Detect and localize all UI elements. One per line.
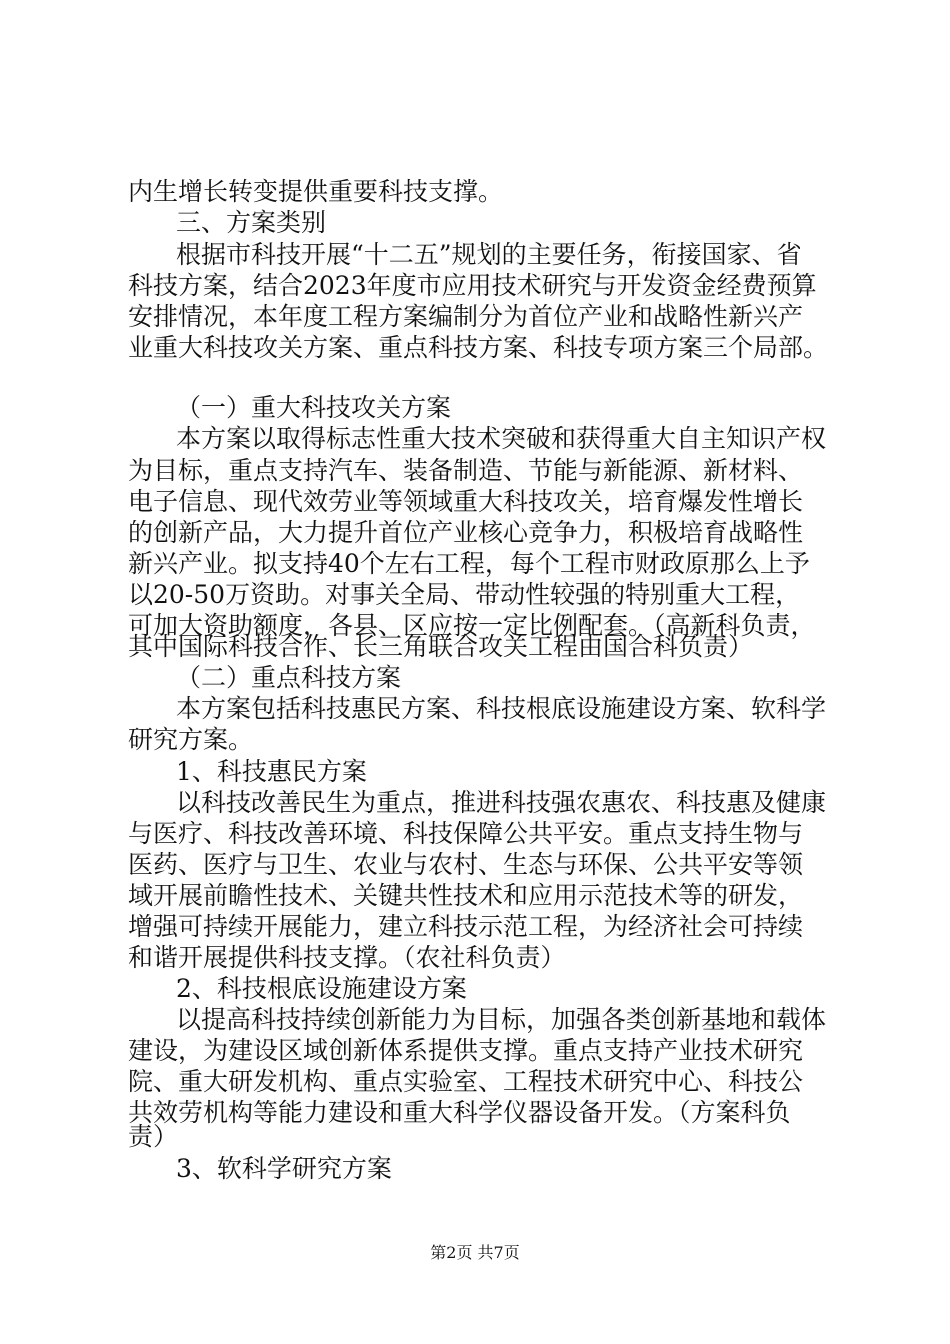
paragraph-line: 本方案包括科技惠民方案、科技根底设施建设方案、软科学 [176, 694, 827, 723]
section-heading: 3、软科学研究方案 [176, 1154, 392, 1183]
section-heading: 三、方案类别 [176, 208, 327, 237]
paragraph-line: 和谐开展提供科技支撑。（农社科负责） [128, 943, 566, 972]
paragraph-line: 以20-50万资助。对事关全局、带动性较强的特别重大工程， [128, 580, 801, 609]
section-heading: （二）重点科技方案 [176, 663, 402, 692]
paragraph-line: 业重大科技攻关方案、重点科技方案、科技专项方案三个局部。 [128, 333, 829, 362]
paragraph-line: 电子信息、现代效劳业等领域重大科技攻关，培育爆发性增长 [128, 487, 804, 516]
paragraph-line: 安排情况，本年度工程方案编制分为首位产业和战略性新兴产 [128, 302, 804, 331]
page-number: 第2页 共7页 [430, 1243, 520, 1262]
paragraph-line: 以科技改善民生为重点，推进科技强农惠农、科技惠及健康 [176, 788, 827, 817]
paragraph-line: 科技方案，结合2023年度市应用技术研究与开发资金经费预算 [128, 271, 817, 300]
paragraph-line: 新兴产业。拟支持40个左右工程，每个工程市财政原那么上予 [128, 549, 810, 578]
paragraph-line: 研究方案。 [128, 725, 254, 754]
section-heading: 2、科技根底设施建设方案 [176, 974, 467, 1003]
paragraph-line: 本方案以取得标志性重大技术突破和获得重大自主知识产权 [176, 424, 827, 453]
paragraph-line: 责） [128, 1122, 179, 1151]
page-footer [0, 1243, 950, 1263]
paragraph-line: 的创新产品，大力提升首位产业核心竞争力，积极培育战略性 [128, 518, 804, 547]
paragraph-line: 增强可持续开展能力，建立科技示范工程，为经济社会可持续 [128, 912, 804, 941]
paragraph-line: 院、重大研发机构、重点实验室、工程技术研究中心、科技公 [128, 1067, 804, 1096]
paragraph-line: 可加大资助额度，各县、区应按一定比例配套。（高新科负责， [128, 611, 816, 640]
paragraph-line: 为目标，重点支持汽车、装备制造、节能与新能源、新材料、 [128, 456, 804, 485]
paragraph-line: 其中国际科技合作、长三角联合攻关工程由国合科负责） [128, 632, 754, 661]
paragraph-line: 域开展前瞻性技术、关键共性技术和应用示范技术等的研发， [128, 881, 804, 910]
paragraph-line: 以提高科技持续创新能力为目标，加强各类创新基地和载体 [176, 1005, 827, 1034]
section-heading: 1、科技惠民方案 [176, 757, 367, 786]
paragraph-line: 根据市科技开展“十二五”规划的主要任务，衔接国家、省 [176, 240, 802, 269]
paragraph-line: 医药、医疗与卫生、农业与农村、生态与环保、公共平安等领 [128, 850, 804, 879]
paragraph-line: 与医疗、科技改善环境、科技保障公共平安。重点支持生物与 [128, 819, 804, 848]
paragraph-line: 内生增长转变提供重要科技支撑。 [128, 177, 504, 206]
paragraph-line: 共效劳机构等能力建设和重大科学仪器设备开发。（方案科负 [128, 1098, 791, 1127]
section-heading: （一）重大科技攻关方案 [176, 393, 452, 422]
paragraph-line: 建设，为建设区域创新体系提供支撑。重点支持产业技术研究 [128, 1036, 804, 1065]
